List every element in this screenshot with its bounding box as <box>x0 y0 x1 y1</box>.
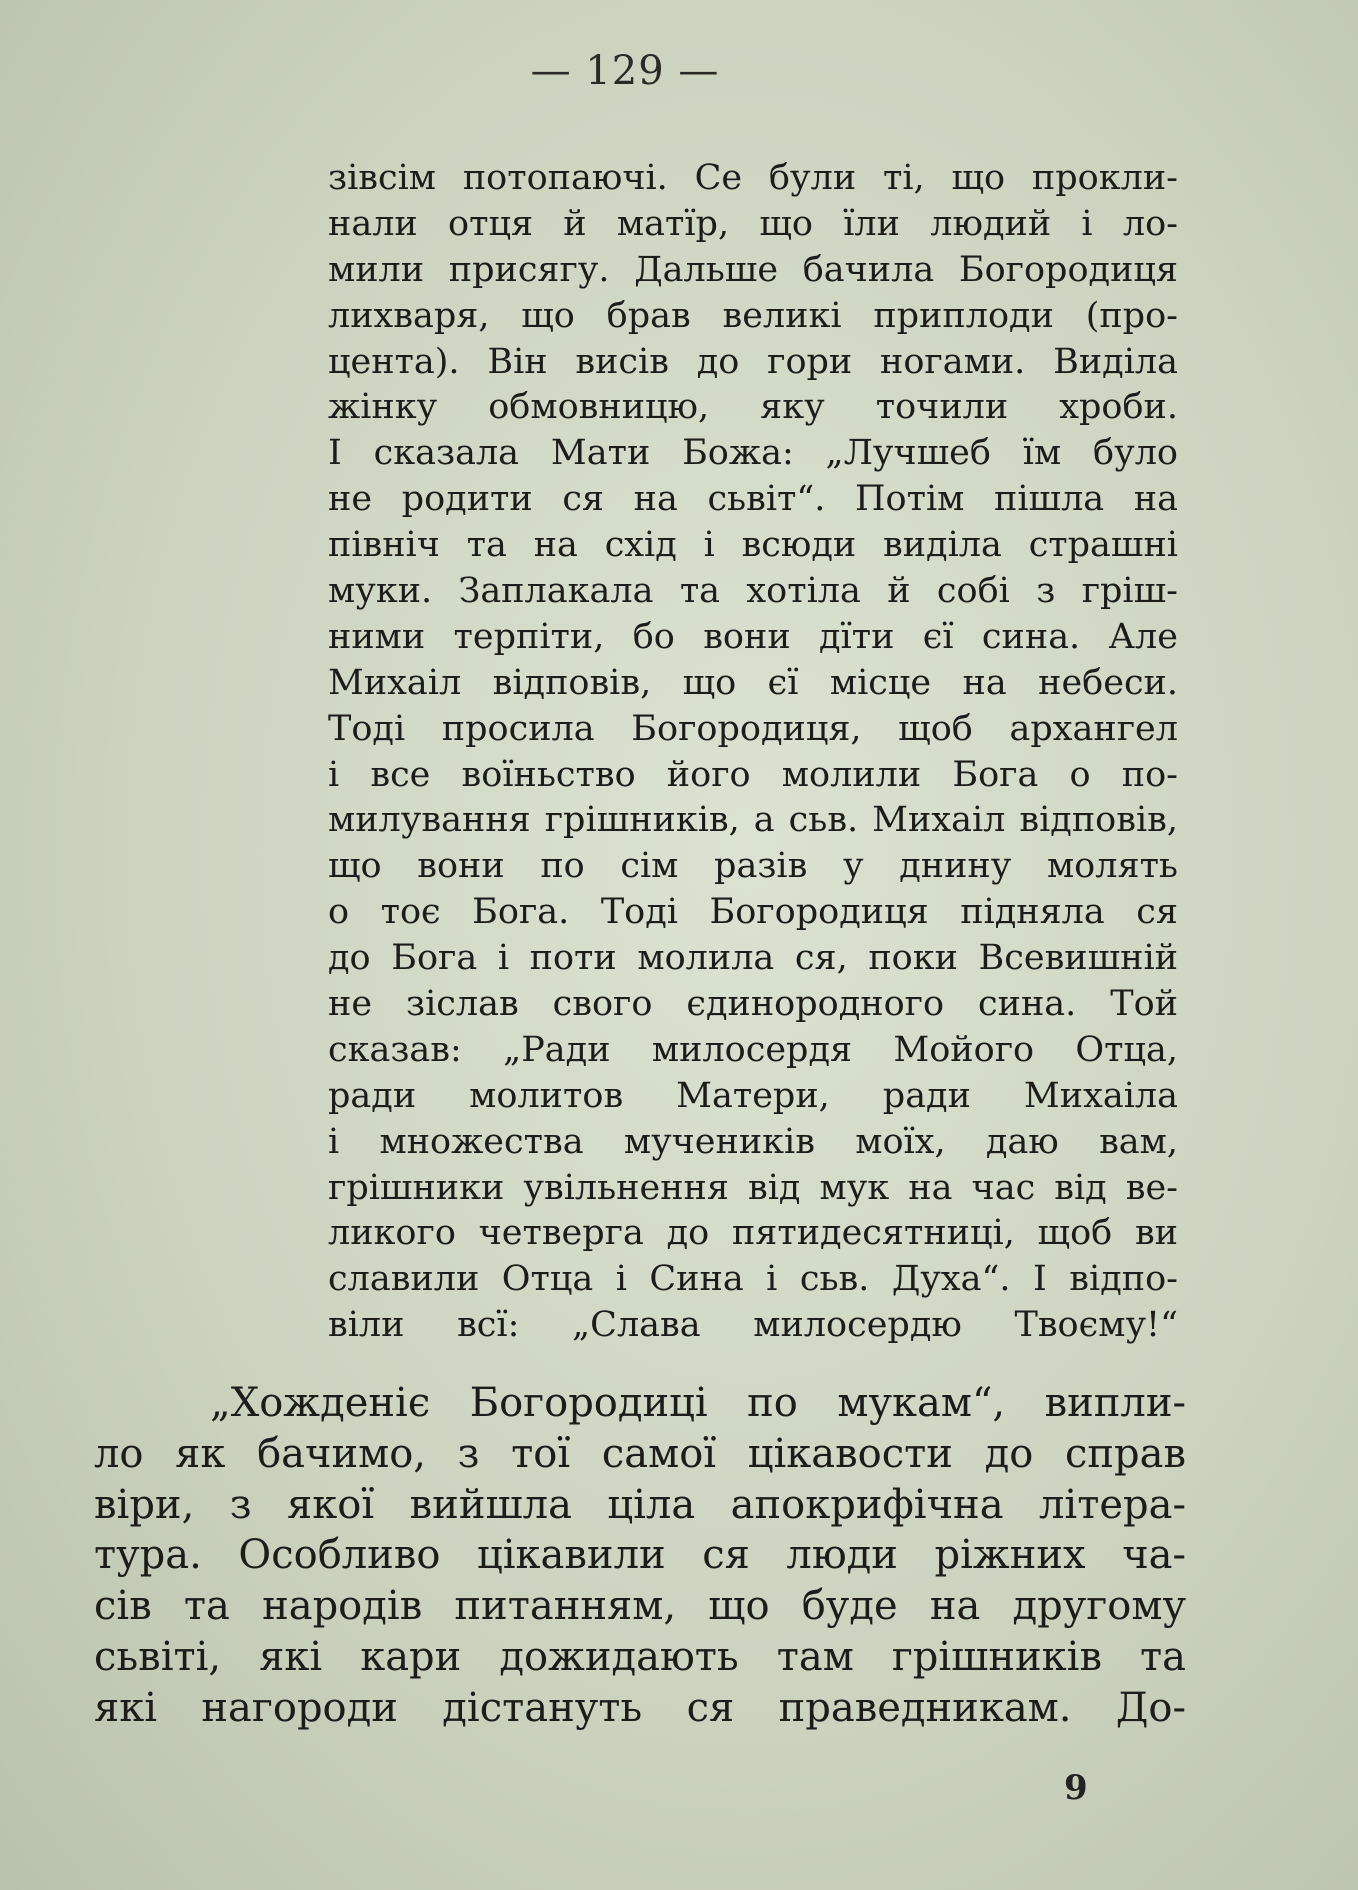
text-line: славили Отца і Сина і сьв. Духа“. І відпо- <box>328 1259 1178 1300</box>
text-line: які нагороди дістануть ся праведникам. До- <box>94 1684 1186 1731</box>
text-line: тура. Особливо цікавили ся люди ріжних ча- <box>94 1532 1186 1579</box>
text-line: до Бога і поти молила ся, поки Всевишній <box>328 938 1178 979</box>
quoted-paragraph <box>328 156 1178 1349</box>
text-line: цента). Він висів до гори ногами. Виділа <box>328 341 1178 382</box>
text-line: віли всї: „Слава милосердю Твоєму!“ <box>328 1305 1178 1346</box>
text-line: ликого четверга до пятидесятниці, щоб ви <box>328 1213 1178 1254</box>
text-line: лихваря, що брав великі приплоди (про- <box>328 295 1178 336</box>
text-line: і все воїньство його молили Бога о по- <box>328 754 1178 795</box>
text-line: не зіслав свого єдинородного сина. Той <box>328 984 1178 1025</box>
text-line: ло як бачимо, з тої самої цікавости до справ <box>94 1430 1186 1477</box>
text-line: нали отця й матїр, що їли людий і ло- <box>328 203 1178 244</box>
text-line: що вони по сім разів у днину молять <box>328 846 1178 887</box>
text-line: милування грішників, а сьв. Михаіл відповів, <box>328 800 1178 841</box>
text-line: сказав: „Ради милосердя Мойого Отца, <box>328 1029 1178 1070</box>
text-line: ради молитов Матери, ради Михаіла <box>328 1075 1178 1116</box>
text-line: ними терпіти, бо вони дїти єї сина. Але <box>328 616 1178 657</box>
signature-mark: 9 <box>1064 1768 1088 1808</box>
page-number: — 129 — <box>530 48 720 94</box>
text-line: Тоді просила Богородиця, щоб архангел <box>328 708 1178 749</box>
text-line: І сказала Мати Божа: „Лучшеб їм було <box>328 433 1178 474</box>
text-line: о тоє Бога. Тоді Богородиця підняла ся <box>328 892 1178 933</box>
main-paragraph <box>94 1378 1186 1734</box>
text-line: сів та народів питанням, що буде на другому <box>94 1583 1186 1630</box>
text-line: мили присягу. Дальше бачила Богородиця <box>328 249 1178 290</box>
text-line: не родити ся на сьвіт“. Потім пішла на <box>328 479 1178 520</box>
text-line: зівсім потопаючі. Се були ті, що прокли- <box>328 158 1178 198</box>
text-line: сьвіті, які кари дожидають там грішників та <box>94 1633 1186 1680</box>
text-line: північ та на схід і всюди виділа страшні <box>328 525 1178 566</box>
text-line: і множества мучеників моїх, даю вам, <box>328 1121 1178 1162</box>
text-line: „Хожденіє Богородиці по мукам“, випли- <box>210 1380 1186 1426</box>
text-line: Михаіл відповів, що єї місце на небеси. <box>328 662 1178 703</box>
text-line: грішники увільнення від мук на час від ве- <box>328 1167 1178 1208</box>
text-line: жінку обмовницю, яку точили хроби. <box>328 387 1178 428</box>
text-line: віри, з якої вийшла ціла апокрифічна літера- <box>94 1481 1186 1528</box>
text-line: муки. Заплакала та хотіла й собі з гріш- <box>328 571 1178 612</box>
